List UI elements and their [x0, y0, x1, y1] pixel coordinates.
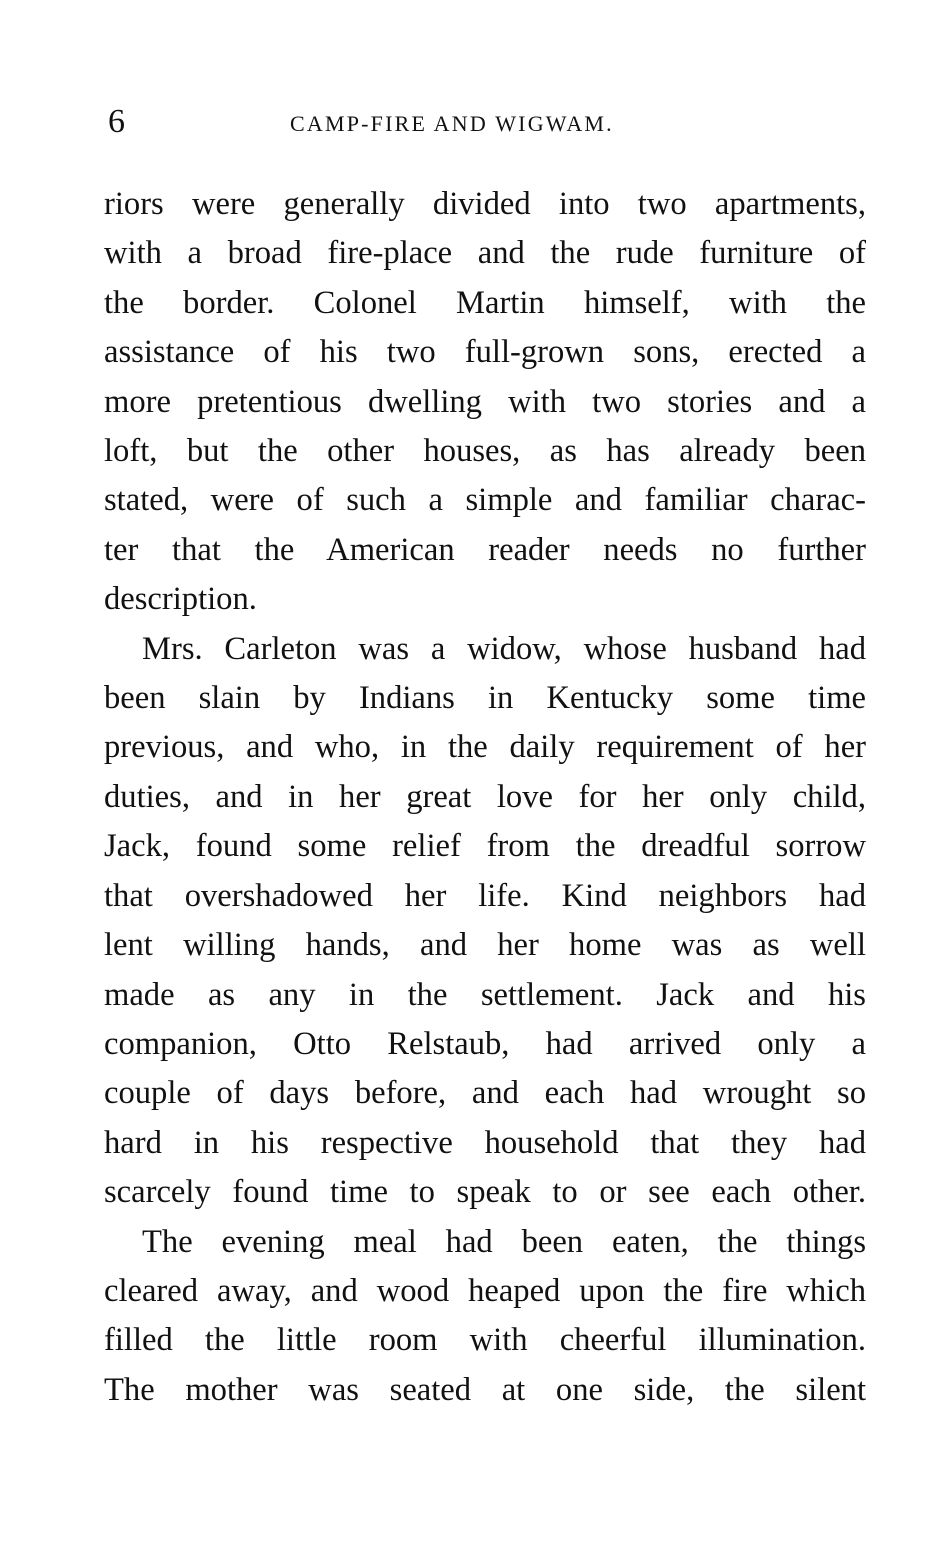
- text-line: the border. Colonel Martin himself, with the: [104, 284, 866, 321]
- text-line: The mother was seated at one side, the silent: [104, 1371, 866, 1408]
- paragraph-3: [104, 1218, 866, 1416]
- text-line: assistance of his two full-grown sons, erected a: [104, 334, 866, 371]
- text-line: filled the little room with cheerful illumination.: [104, 1322, 866, 1359]
- text-line: couple of days before, and each had wrought so: [104, 1075, 866, 1112]
- paragraph-1: [104, 180, 866, 625]
- text-line: lent willing hands, and her home was as well: [104, 927, 866, 964]
- text-line: more pretentious dwelling with two stories and a: [104, 383, 866, 420]
- body-text: [104, 180, 866, 1415]
- text-line: The evening meal had been eaten, the things: [142, 1223, 866, 1260]
- text-line: companion, Otto Relstaub, had arrived only a: [104, 1025, 866, 1062]
- paragraph-2: [104, 625, 866, 1218]
- text-line: description.: [104, 581, 257, 618]
- running-head: [104, 98, 866, 146]
- text-line: loft, but the other houses, as has already been: [104, 433, 866, 470]
- text-line: ter that the American reader needs no further: [104, 531, 866, 568]
- book-title: CAMP-FIRE AND WIGWAM.: [290, 111, 614, 136]
- text-line: with a broad fire-place and the rude furniture of: [104, 235, 866, 272]
- text-line: Mrs. Carleton was a widow, whose husband had: [142, 630, 866, 667]
- text-line: riors were generally divided into two apartments,: [104, 186, 866, 222]
- text-line: cleared away, and wood heaped upon the fire which: [104, 1272, 866, 1309]
- text-line: that overshadowed her life. Kind neighbors had: [104, 877, 866, 914]
- text-line: scarcely found time to speak to or see each other.: [104, 1174, 866, 1211]
- text-line: hard in his respective household that they had: [104, 1124, 866, 1161]
- text-line: stated, were of such a simple and familiar charac-: [104, 482, 866, 519]
- text-line: made as any in the settlement. Jack and his: [104, 976, 866, 1013]
- text-line: Jack, found some relief from the dreadful sorrow: [104, 828, 866, 865]
- text-line: duties, and in her great love for her only child,: [104, 778, 866, 815]
- text-line: previous, and who, in the daily requirement of her: [104, 729, 866, 766]
- text-line: been slain by Indians in Kentucky some time: [104, 680, 866, 717]
- page-number: 6: [108, 103, 125, 140]
